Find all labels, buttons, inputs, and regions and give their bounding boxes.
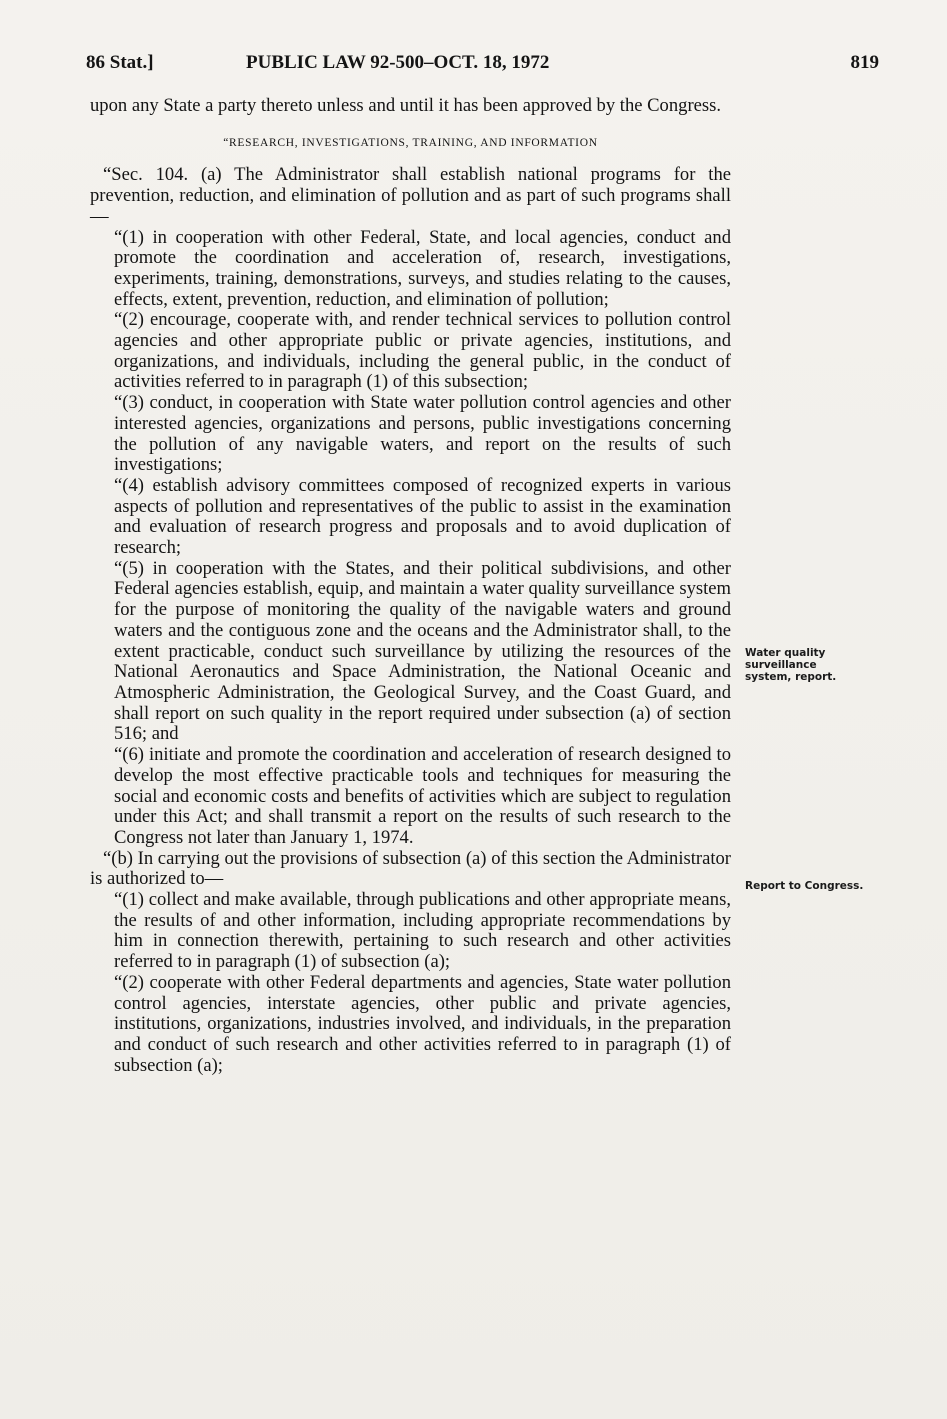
page-number: 819 xyxy=(850,52,879,73)
body-text xyxy=(90,96,731,1076)
section-104-a: “Sec. 104. (a) The Administrator shall establish national programs for the prevention, reduction, and elimination of pollution and as part of such programs shall— xyxy=(90,164,731,227)
paragraph-a-5: “(5) in cooperation with the States, and their political subdivisions, and other Federal agencies establish, equip, and maintain a water quality surveillance system for the purpose of monitoring the quality of the navigable waters and ground waters and the contiguous zone and the oceans and the Administrator shall, to the extent practicable, conduct such surveillance by utilizing the resources of the National Aeronautics and Space Administration, the National Oceanic and Atmospheric Administration, the Geological Survey, and the Coast Guard, and shall report on such quality in the report required under subsection (a) of section 516; and xyxy=(114,557,731,745)
margin-note-surveillance: Water quality surveillance system, report. xyxy=(745,647,837,683)
public-law-title: PUBLIC LAW 92-500–OCT. 18, 1972 xyxy=(246,52,550,73)
paragraph-a-4: “(4) establish advisory committees composed of recognized experts in various aspects of pollution and representatives of the public to assist in the examination and evaluation of research progress and proposals and to avoid duplication of research; xyxy=(114,474,731,559)
paragraph-a-2: “(2) encourage, cooperate with, and render technical services to pollution control agencies and other appropriate public or private agencies, institutions, and organizations, and individuals, including the general public, in the conduct of activities referred to in paragraph (1) of this subsection; xyxy=(114,309,731,393)
paragraph-a-3: “(3) conduct, in cooperation with State water pollution control agencies and other interested agencies, organizations and persons, public investigations concerning the pollution of any navigable waters, and report on the results of such investigations; xyxy=(114,392,731,476)
page-header xyxy=(86,52,879,82)
paragraph-continuation: upon any State a party thereto unless and until it has been approved by the Congress. xyxy=(90,95,722,116)
paragraph-a-6: “(6) initiate and promote the coordination and acceleration of research designed to develop the most effective practicable tools and techniques for measuring the social and economic costs and benefits of activities which are subject to regulation under this Act; and shall transmit a report on the results of such research to the Congress not later than January 1, 1974. xyxy=(114,744,731,848)
paragraph-b-2: “(2) cooperate with other Federal departments and agencies, State water pollution control agencies, interstate agencies, other public and private agencies, institutions, organizations, industries involved, and individuals, in the preparation and conduct of such research and other activities referred to in paragraph (1) of subsection (a); xyxy=(114,971,731,1076)
paragraph-a-1: “(1) in cooperation with other Federal, State, and local agencies, conduct and promote the coordination and acceleration of, research, investigations, experiments, training, demonstrations, surveys, and studies relating to the causes, effects, extent, prevention, reduction, and elimination of pollution; xyxy=(114,226,731,310)
paragraph-b-1: “(1) collect and make available, through publications and other appropriate means, the results of and other information, including appropriate recommendations by him in connection therewith, pertaining to such research and other activities referred to in paragraph (1) of subsection (a); xyxy=(114,889,731,973)
margin-note-report: Report to Congress. xyxy=(745,880,864,892)
section-heading: “RESEARCH, INVESTIGATIONS, TRAINING, AND INFORMATION xyxy=(223,136,598,149)
section-104-b: “(b) In carrying out the provisions of subsection (a) of this section the Administrator is authorized to— xyxy=(90,847,731,890)
statute-volume: 86 Stat.] xyxy=(86,52,154,73)
